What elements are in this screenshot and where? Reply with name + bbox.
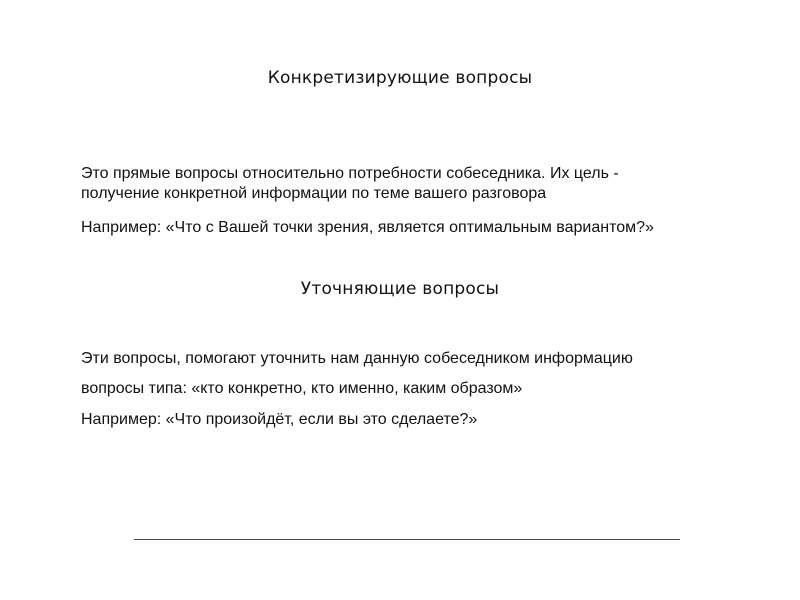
- section2-types: вопросы типа: «кто конкретно, кто именно, каким образом»: [81, 380, 523, 397]
- section2-example: Например: «Что произойдёт, если вы это сделаете?»: [81, 411, 478, 428]
- section2-description: Эти вопросы, помогают уточнить нам данную собеседником информацию: [81, 350, 633, 367]
- footer-divider: [134, 539, 680, 540]
- section-title-clarifying: Уточняющие вопросы: [300, 279, 500, 299]
- section-title-clarifying-specific: Конкретизирующие вопросы: [267, 68, 533, 88]
- section1-description-line1: Это прямые вопросы относительно потребности собеседника. Их цель -: [81, 165, 619, 182]
- section1-example: Например: «Что с Вашей точки зрения, является оптимальным вариантом?»: [81, 219, 654, 236]
- section1-description-line2: получение конкретной информации по теме вашего разговора: [81, 185, 547, 202]
- section1-description: [81, 164, 731, 204]
